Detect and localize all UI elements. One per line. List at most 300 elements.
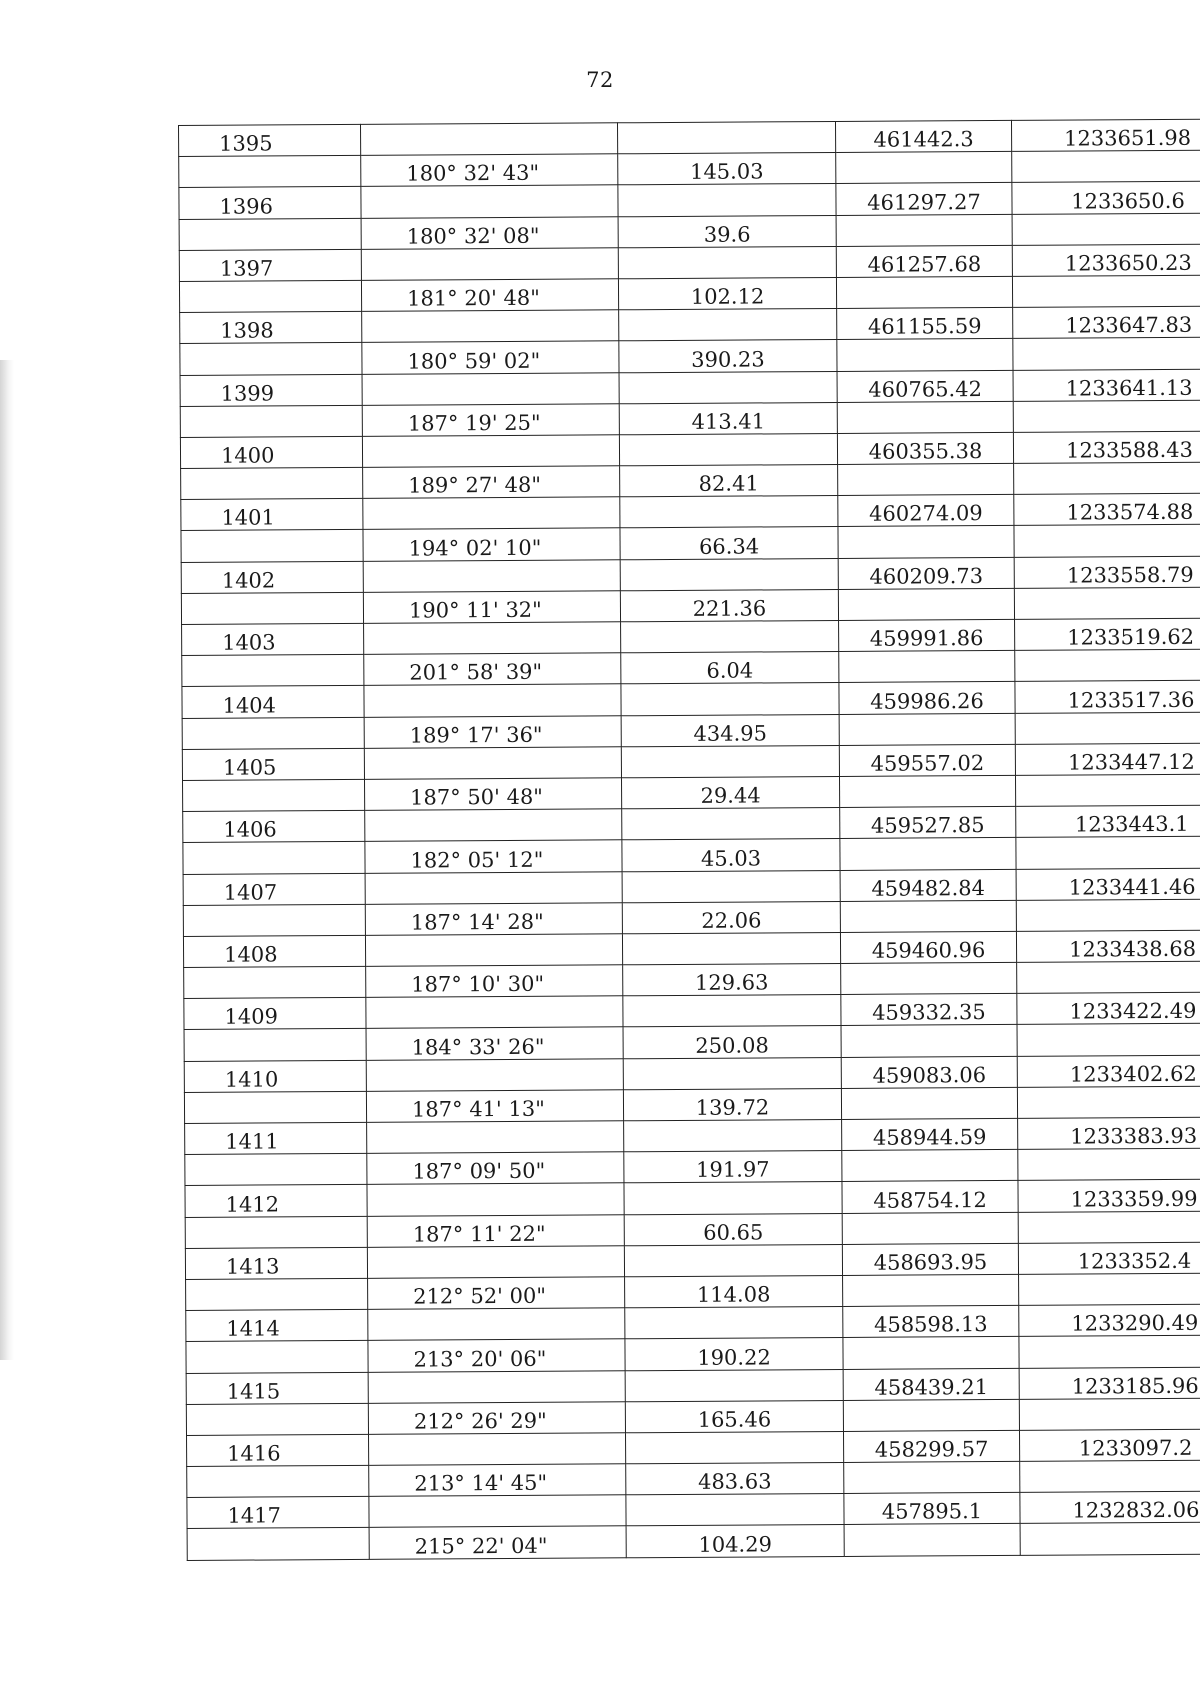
station-cell xyxy=(179,124,361,156)
table-body xyxy=(179,119,1200,1560)
station-cell xyxy=(181,499,363,531)
northing-cell xyxy=(840,807,1016,839)
bearing-value: 189° 27' 48" xyxy=(408,473,542,498)
distance-value: 114.08 xyxy=(696,1282,771,1307)
empty-northing-cell xyxy=(839,651,1015,683)
empty-distance-cell xyxy=(622,870,840,903)
bearing-value: 213° 20' 06" xyxy=(413,1346,547,1372)
northing-value: 459460.96 xyxy=(871,938,986,963)
station-number: 1409 xyxy=(224,1004,278,1030)
station-cell xyxy=(183,935,365,967)
easting-cell xyxy=(1016,805,1200,838)
distance-cell xyxy=(618,153,836,186)
empty-easting-cell xyxy=(1017,961,1200,994)
northing-cell xyxy=(839,744,1015,776)
course-row xyxy=(187,1522,1200,1560)
empty-distance-cell xyxy=(624,1182,842,1215)
empty-easting-cell xyxy=(1016,899,1200,932)
empty-easting-cell xyxy=(1017,1086,1200,1119)
station-cell xyxy=(185,1122,367,1154)
northing-value: 461257.68 xyxy=(867,252,982,277)
empty-bearing-cell xyxy=(364,747,621,780)
easting-cell xyxy=(1016,930,1200,963)
empty-northing-cell xyxy=(839,775,1015,807)
northing-cell xyxy=(838,495,1014,527)
empty-easting-cell xyxy=(1019,1273,1200,1306)
distance-cell xyxy=(618,277,836,310)
empty-bearing-cell xyxy=(363,559,620,592)
northing-cell xyxy=(842,1243,1018,1275)
empty-northing-cell xyxy=(841,1025,1017,1057)
empty-northing-cell xyxy=(836,214,1012,246)
bearing-cell xyxy=(365,840,622,873)
station-cell xyxy=(187,1434,369,1466)
distance-cell xyxy=(622,901,840,934)
bearing-cell xyxy=(369,1526,626,1559)
empty-station-cell xyxy=(185,1216,367,1248)
northing-value: 460765.42 xyxy=(868,376,982,402)
bearing-value: 212° 26' 29" xyxy=(413,1408,547,1434)
station-cell xyxy=(180,436,362,468)
empty-station-cell xyxy=(179,280,361,312)
northing-value: 459482.84 xyxy=(871,875,986,901)
empty-bearing-cell xyxy=(366,1058,623,1091)
distance-value: 102.12 xyxy=(690,284,765,309)
easting-value: 1233650.23 xyxy=(1064,250,1192,276)
distance-value: 22.06 xyxy=(701,908,762,933)
distance-cell xyxy=(626,1525,844,1558)
distance-value: 45.03 xyxy=(700,845,762,871)
empty-northing-cell xyxy=(838,526,1014,558)
empty-easting-cell xyxy=(1015,649,1200,682)
bearing-cell xyxy=(363,528,620,561)
bearing-cell xyxy=(366,1090,623,1123)
empty-easting-cell xyxy=(1016,836,1200,869)
station-cell xyxy=(180,312,362,344)
easting-value: 1233517.36 xyxy=(1067,687,1195,713)
empty-bearing-cell xyxy=(361,185,618,218)
empty-station-cell xyxy=(179,156,361,188)
station-number: 1406 xyxy=(223,817,277,843)
easting-value: 1233383.93 xyxy=(1070,1123,1198,1149)
bearing-cell xyxy=(363,466,620,499)
easting-cell xyxy=(1015,618,1200,651)
northing-value: 458754.12 xyxy=(873,1187,987,1213)
empty-station-cell xyxy=(181,467,363,499)
distance-value: 39.6 xyxy=(703,222,751,247)
empty-easting-cell xyxy=(1019,1398,1200,1431)
easting-value: 1233438.68 xyxy=(1069,936,1197,962)
empty-distance-cell xyxy=(623,1057,841,1090)
easting-value: 1233519.62 xyxy=(1067,624,1195,650)
station-number: 1410 xyxy=(224,1067,279,1092)
bearing-value: 180° 32' 43" xyxy=(406,161,540,186)
empty-station-cell xyxy=(181,592,363,624)
easting-cell xyxy=(1012,181,1200,214)
northing-cell xyxy=(837,432,1013,464)
station-number: 1399 xyxy=(220,381,275,406)
northing-value: 459986.26 xyxy=(870,688,984,714)
distance-value: 250.08 xyxy=(695,1033,769,1058)
station-number: 1398 xyxy=(220,318,274,344)
empty-distance-cell xyxy=(624,1119,842,1152)
northing-value: 460355.38 xyxy=(868,439,983,464)
distance-value: 145.03 xyxy=(689,159,764,185)
distance-value: 190.22 xyxy=(697,1344,771,1370)
northing-cell xyxy=(843,1306,1019,1338)
empty-distance-cell xyxy=(618,246,836,279)
northing-cell xyxy=(835,120,1011,152)
easting-value: 1233447.12 xyxy=(1067,749,1195,775)
empty-distance-cell xyxy=(619,309,837,342)
empty-easting-cell xyxy=(1020,1460,1200,1493)
survey-coordinate-table xyxy=(178,118,1200,1560)
station-number: 1395 xyxy=(219,131,273,156)
distance-value: 129.63 xyxy=(694,970,769,996)
empty-station-cell xyxy=(186,1403,368,1435)
empty-bearing-cell xyxy=(363,497,620,530)
distance-value: 191.97 xyxy=(696,1157,770,1183)
easting-cell xyxy=(1011,119,1200,152)
bearing-cell xyxy=(366,965,623,998)
empty-easting-cell xyxy=(1019,1335,1200,1368)
empty-distance-cell xyxy=(620,558,838,591)
bearing-value: 215° 22' 04" xyxy=(414,1533,548,1559)
distance-value: 60.65 xyxy=(703,1220,764,1245)
empty-station-cell xyxy=(179,218,361,250)
bearing-cell xyxy=(368,1277,625,1310)
bearing-value: 181° 20' 48" xyxy=(406,285,540,311)
northing-cell xyxy=(844,1493,1020,1525)
bearing-value: 189° 17' 36" xyxy=(409,722,543,748)
empty-station-cell xyxy=(184,1029,366,1061)
bearing-cell xyxy=(365,902,622,935)
easting-value: 1233558.79 xyxy=(1066,562,1194,588)
empty-northing-cell xyxy=(842,1212,1018,1244)
northing-value: 461442.3 xyxy=(873,127,974,152)
station-number: 1414 xyxy=(226,1316,280,1342)
empty-distance-cell xyxy=(618,184,836,217)
bearing-value: 187° 09' 50" xyxy=(412,1159,546,1184)
northing-value: 458299.57 xyxy=(874,1437,989,1462)
empty-bearing-cell xyxy=(365,934,622,967)
empty-easting-cell xyxy=(1015,774,1200,807)
empty-station-cell xyxy=(180,405,362,437)
northing-value: 460274.09 xyxy=(869,501,983,527)
bearing-value: 213° 14' 45" xyxy=(414,1471,548,1496)
station-number: 1396 xyxy=(219,193,274,219)
empty-distance-cell xyxy=(620,496,838,529)
station-number: 1397 xyxy=(219,256,274,281)
bearing-value: 187° 14' 28" xyxy=(410,909,544,935)
distance-value: 165.46 xyxy=(697,1407,772,1432)
northing-value: 457895.1 xyxy=(881,1499,983,1525)
bearing-cell xyxy=(364,715,621,748)
empty-station-cell xyxy=(180,343,362,375)
station-cell xyxy=(182,623,364,655)
scan-edge-shadow xyxy=(0,360,14,1360)
empty-easting-cell xyxy=(1018,1148,1200,1181)
empty-distance-cell xyxy=(623,995,841,1028)
bearing-cell xyxy=(361,216,618,249)
station-number: 1402 xyxy=(221,568,276,593)
distance-cell xyxy=(620,527,838,560)
empty-station-cell xyxy=(182,655,364,687)
station-number: 1407 xyxy=(223,880,278,905)
empty-bearing-cell xyxy=(362,372,619,405)
distance-value: 434.95 xyxy=(693,721,768,746)
northing-cell xyxy=(837,308,1013,340)
empty-bearing-cell xyxy=(367,1121,624,1154)
empty-distance-cell xyxy=(625,1307,843,1340)
empty-northing-cell xyxy=(837,401,1013,433)
empty-northing-cell xyxy=(841,962,1017,994)
distance-cell xyxy=(621,714,839,747)
easting-cell xyxy=(1014,556,1200,589)
empty-bearing-cell xyxy=(367,1246,624,1279)
northing-value: 459332.35 xyxy=(872,1000,986,1026)
empty-bearing-cell xyxy=(362,435,619,468)
easting-value: 1233359.99 xyxy=(1070,1186,1198,1212)
station-number: 1404 xyxy=(222,692,277,718)
northing-cell xyxy=(840,931,1016,963)
easting-cell xyxy=(1019,1366,1200,1399)
easting-value: 1232832.06 xyxy=(1072,1498,1200,1523)
station-cell xyxy=(181,561,363,593)
northing-value: 459083.06 xyxy=(872,1062,987,1088)
empty-easting-cell xyxy=(1014,524,1200,557)
bearing-cell xyxy=(361,154,618,187)
bearing-cell xyxy=(364,653,621,686)
northing-value: 458944.59 xyxy=(872,1125,987,1150)
empty-northing-cell xyxy=(843,1399,1019,1431)
easting-cell xyxy=(1013,431,1200,464)
empty-northing-cell xyxy=(837,339,1013,371)
distance-cell xyxy=(619,340,837,373)
empty-distance-cell xyxy=(625,1369,843,1402)
empty-easting-cell xyxy=(1014,587,1200,620)
station-cell xyxy=(182,686,364,718)
empty-northing-cell xyxy=(840,900,1016,932)
station-number: 1412 xyxy=(225,1191,280,1217)
northing-cell xyxy=(840,869,1016,901)
empty-distance-cell xyxy=(626,1494,844,1527)
empty-distance-cell xyxy=(624,1244,842,1277)
bearing-value: 187° 50' 48" xyxy=(410,784,543,810)
station-number: 1400 xyxy=(220,443,275,468)
distance-cell xyxy=(623,1026,841,1059)
empty-northing-cell xyxy=(838,588,1014,620)
northing-cell xyxy=(841,1056,1017,1088)
northing-value: 459557.02 xyxy=(870,751,985,776)
easting-value: 1233097.2 xyxy=(1078,1435,1193,1461)
bearing-cell xyxy=(365,778,622,811)
easting-cell xyxy=(1012,244,1200,277)
northing-cell xyxy=(836,245,1012,277)
northing-cell xyxy=(842,1118,1018,1150)
empty-distance-cell xyxy=(622,808,840,841)
bearing-value: 187° 41' 13" xyxy=(411,1096,545,1122)
distance-cell xyxy=(625,1338,843,1371)
distance-cell xyxy=(625,1275,843,1308)
distance-value: 66.34 xyxy=(698,534,760,559)
bearing-cell xyxy=(369,1464,626,1497)
distance-cell xyxy=(622,839,840,872)
empty-bearing-cell xyxy=(369,1433,626,1466)
empty-bearing-cell xyxy=(362,310,619,343)
distance-cell xyxy=(621,776,839,809)
station-cell xyxy=(179,249,361,281)
bearing-cell xyxy=(361,279,618,312)
empty-northing-cell xyxy=(843,1337,1019,1369)
station-cell xyxy=(185,1185,367,1217)
empty-distance-cell xyxy=(622,932,840,965)
empty-northing-cell xyxy=(842,1150,1018,1182)
distance-cell xyxy=(619,402,837,435)
distance-value: 483.63 xyxy=(697,1469,772,1495)
empty-bearing-cell xyxy=(365,809,622,842)
easting-cell xyxy=(1019,1429,1200,1462)
empty-bearing-cell xyxy=(368,1370,625,1403)
distance-cell xyxy=(623,1088,841,1121)
distance-cell xyxy=(624,1213,842,1246)
easting-value: 1233650.6 xyxy=(1071,188,1185,214)
station-cell xyxy=(186,1309,368,1341)
bearing-value: 182° 05' 12" xyxy=(410,847,544,873)
distance-value: 390.23 xyxy=(691,346,765,372)
easting-cell xyxy=(1016,867,1200,900)
bearing-value: 187° 19' 25" xyxy=(407,410,541,436)
easting-value: 1233443.1 xyxy=(1074,812,1189,837)
empty-easting-cell xyxy=(1015,712,1200,745)
empty-easting-cell xyxy=(1012,150,1200,183)
station-number: 1413 xyxy=(225,1254,280,1279)
empty-northing-cell xyxy=(840,838,1016,870)
station-number: 1403 xyxy=(222,630,276,655)
empty-easting-cell xyxy=(1018,1211,1200,1244)
easting-cell xyxy=(1014,493,1200,526)
empty-station-cell xyxy=(187,1528,369,1560)
empty-easting-cell xyxy=(1012,275,1200,308)
easting-value: 1233641.13 xyxy=(1065,375,1193,401)
northing-value: 461155.59 xyxy=(867,314,982,340)
station-number: 1405 xyxy=(222,755,277,780)
distance-cell xyxy=(618,215,836,248)
station-cell xyxy=(182,748,364,780)
distance-cell xyxy=(620,465,838,498)
northing-value: 459991.86 xyxy=(869,626,984,651)
northing-cell xyxy=(843,1368,1019,1400)
empty-distance-cell xyxy=(621,745,839,778)
bearing-cell xyxy=(368,1339,625,1372)
easting-value: 1233647.83 xyxy=(1065,313,1193,338)
empty-distance-cell xyxy=(621,620,839,653)
northing-value: 459527.85 xyxy=(870,813,985,839)
bearing-cell xyxy=(366,1027,623,1060)
bearing-cell xyxy=(367,1214,624,1247)
bearing-value: 187° 11' 22" xyxy=(412,1221,546,1247)
empty-station-cell xyxy=(183,779,365,811)
bearing-value: 212° 52' 00" xyxy=(413,1283,547,1309)
northing-cell xyxy=(836,183,1012,215)
bearing-value: 190° 11' 32" xyxy=(408,597,542,623)
bearing-cell xyxy=(362,403,619,436)
bearing-value: 180° 32' 08" xyxy=(406,223,540,249)
northing-value: 458693.95 xyxy=(873,1250,988,1275)
easting-value: 1233352.4 xyxy=(1077,1248,1192,1274)
distance-cell xyxy=(621,652,839,685)
station-cell xyxy=(183,810,365,842)
empty-bearing-cell xyxy=(366,996,623,1029)
bearing-cell xyxy=(367,1152,624,1185)
bearing-value: 201° 58' 39" xyxy=(409,660,543,685)
empty-station-cell xyxy=(183,904,365,936)
station-number: 1411 xyxy=(225,1129,279,1154)
empty-distance-cell xyxy=(619,433,837,466)
bearing-value: 184° 33' 26" xyxy=(411,1034,545,1060)
empty-northing-cell xyxy=(838,463,1014,495)
station-number: 1408 xyxy=(223,942,278,967)
bearing-cell xyxy=(363,591,620,624)
distance-cell xyxy=(624,1151,842,1184)
station-cell xyxy=(184,1060,366,1092)
station-cell xyxy=(180,374,362,406)
distance-value: 6.04 xyxy=(706,658,754,684)
distance-value: 29.44 xyxy=(700,783,761,808)
distance-value: 104.29 xyxy=(698,1532,772,1557)
easting-cell xyxy=(1013,306,1200,339)
bearing-value: 187° 10' 30" xyxy=(411,972,545,997)
easting-value: 1233185.96 xyxy=(1071,1373,1199,1399)
station-number: 1417 xyxy=(227,1503,282,1529)
distance-cell xyxy=(620,589,838,622)
station-number: 1415 xyxy=(226,1379,281,1404)
northing-value: 460209.73 xyxy=(869,563,984,589)
northing-cell xyxy=(841,994,1017,1026)
bearing-cell xyxy=(362,341,619,374)
empty-distance-cell xyxy=(619,371,837,404)
empty-northing-cell xyxy=(839,713,1015,745)
distance-value: 82.41 xyxy=(698,471,759,497)
page-number: 72 xyxy=(586,68,614,92)
station-number: 1401 xyxy=(221,505,275,531)
empty-bearing-cell xyxy=(367,1183,624,1216)
northing-value: 461297.27 xyxy=(867,189,981,215)
empty-easting-cell xyxy=(1013,400,1200,433)
empty-easting-cell xyxy=(1012,213,1200,246)
easting-value: 1233290.49 xyxy=(1071,1311,1199,1336)
easting-cell xyxy=(1015,743,1200,776)
easting-value: 1233574.88 xyxy=(1066,500,1194,526)
northing-value: 458598.13 xyxy=(873,1312,988,1338)
easting-value: 1233588.43 xyxy=(1065,437,1194,463)
empty-bearing-cell xyxy=(361,248,618,281)
empty-northing-cell xyxy=(844,1461,1020,1493)
empty-bearing-cell xyxy=(369,1495,626,1528)
northing-cell xyxy=(839,682,1015,714)
empty-bearing-cell xyxy=(364,684,621,717)
empty-northing-cell xyxy=(844,1524,1020,1556)
empty-easting-cell xyxy=(1014,462,1200,495)
easting-cell xyxy=(1015,680,1200,713)
station-number: 1416 xyxy=(227,1441,281,1466)
northing-cell xyxy=(838,557,1014,589)
easting-cell xyxy=(1017,1055,1200,1088)
empty-station-cell xyxy=(181,530,363,562)
empty-bearing-cell xyxy=(364,622,621,655)
station-cell xyxy=(187,1497,369,1529)
empty-northing-cell xyxy=(836,152,1012,184)
